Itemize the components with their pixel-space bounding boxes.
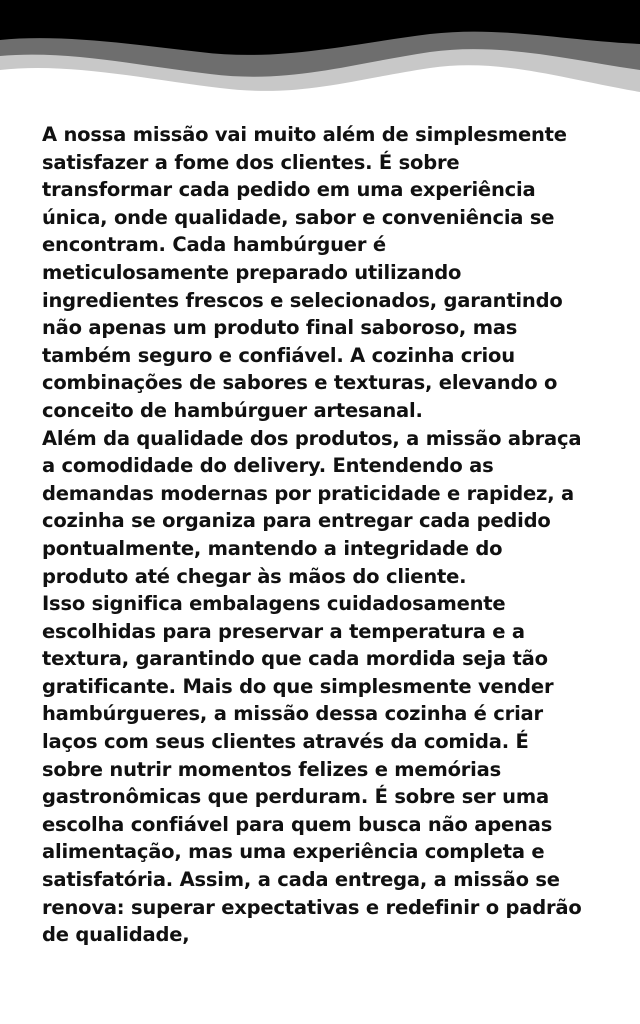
text-line: satisfatória. Assim, a cada entrega, a missão se (42, 868, 560, 892)
text-line: única, onde qualidade, sabor e conveniência se (42, 205, 555, 229)
text-line: não apenas um produto final saboroso, mas (42, 316, 518, 340)
text-line: combinações de sabores e texturas, elevando o (42, 371, 558, 395)
text-line: laços com seus clientes através da comida. É (42, 730, 529, 754)
text-line: renova: superar expectativas e redefinir o padrão (42, 895, 582, 919)
text-line: a comodidade do delivery. Entendendo as (42, 454, 494, 478)
text-line: Além da qualidade dos produtos, a missão abraça (42, 426, 582, 450)
header-wave-decoration (0, 0, 640, 110)
text-line: demandas modernas por praticidade e rapidez, a (42, 481, 574, 505)
text-line: ingredientes frescos e selecionados, garantindo (42, 288, 563, 312)
text-line: de qualidade, (42, 923, 190, 947)
text-line: produto até chegar às mãos do cliente. (42, 564, 467, 588)
text-line: encontram. Cada hambúrguer é (42, 233, 386, 257)
text-line: pontualmente, mantendo a integridade do (42, 536, 503, 560)
mission-text (42, 121, 612, 949)
text-line: Isso significa embalagens cuidadosamente (42, 592, 506, 616)
text-line: gastronômicas que perduram. É sobre ser uma (42, 785, 549, 809)
text-line: A nossa missão vai muito além de simplesmente (42, 123, 567, 146)
text-line: gratificante. Mais do que simplesmente vender (42, 674, 554, 698)
text-line: satisfazer a fome dos clientes. É sobre (42, 150, 460, 174)
text-line: cozinha se organiza para entregar cada pedido (42, 509, 551, 533)
text-line: sobre nutrir momentos felizes e memórias (42, 757, 502, 781)
text-line: transformar cada pedido em uma experiência (42, 178, 536, 202)
text-line: alimentação, mas uma experiência completa e (42, 840, 545, 864)
text-line: hambúrgueres, a missão dessa cozinha é criar (42, 702, 543, 726)
text-line: escolha confiável para quem busca não apenas (42, 812, 553, 836)
text-line: textura, garantindo que cada mordida seja tão (42, 647, 548, 671)
text-line: também seguro e confiável. A cozinha criou (42, 343, 515, 367)
text-line: meticulosamente preparado utilizando (42, 260, 462, 284)
text-line: escolhidas para preservar a temperatura e a (42, 619, 525, 643)
text-line: conceito de hambúrguer artesanal. (42, 398, 423, 422)
